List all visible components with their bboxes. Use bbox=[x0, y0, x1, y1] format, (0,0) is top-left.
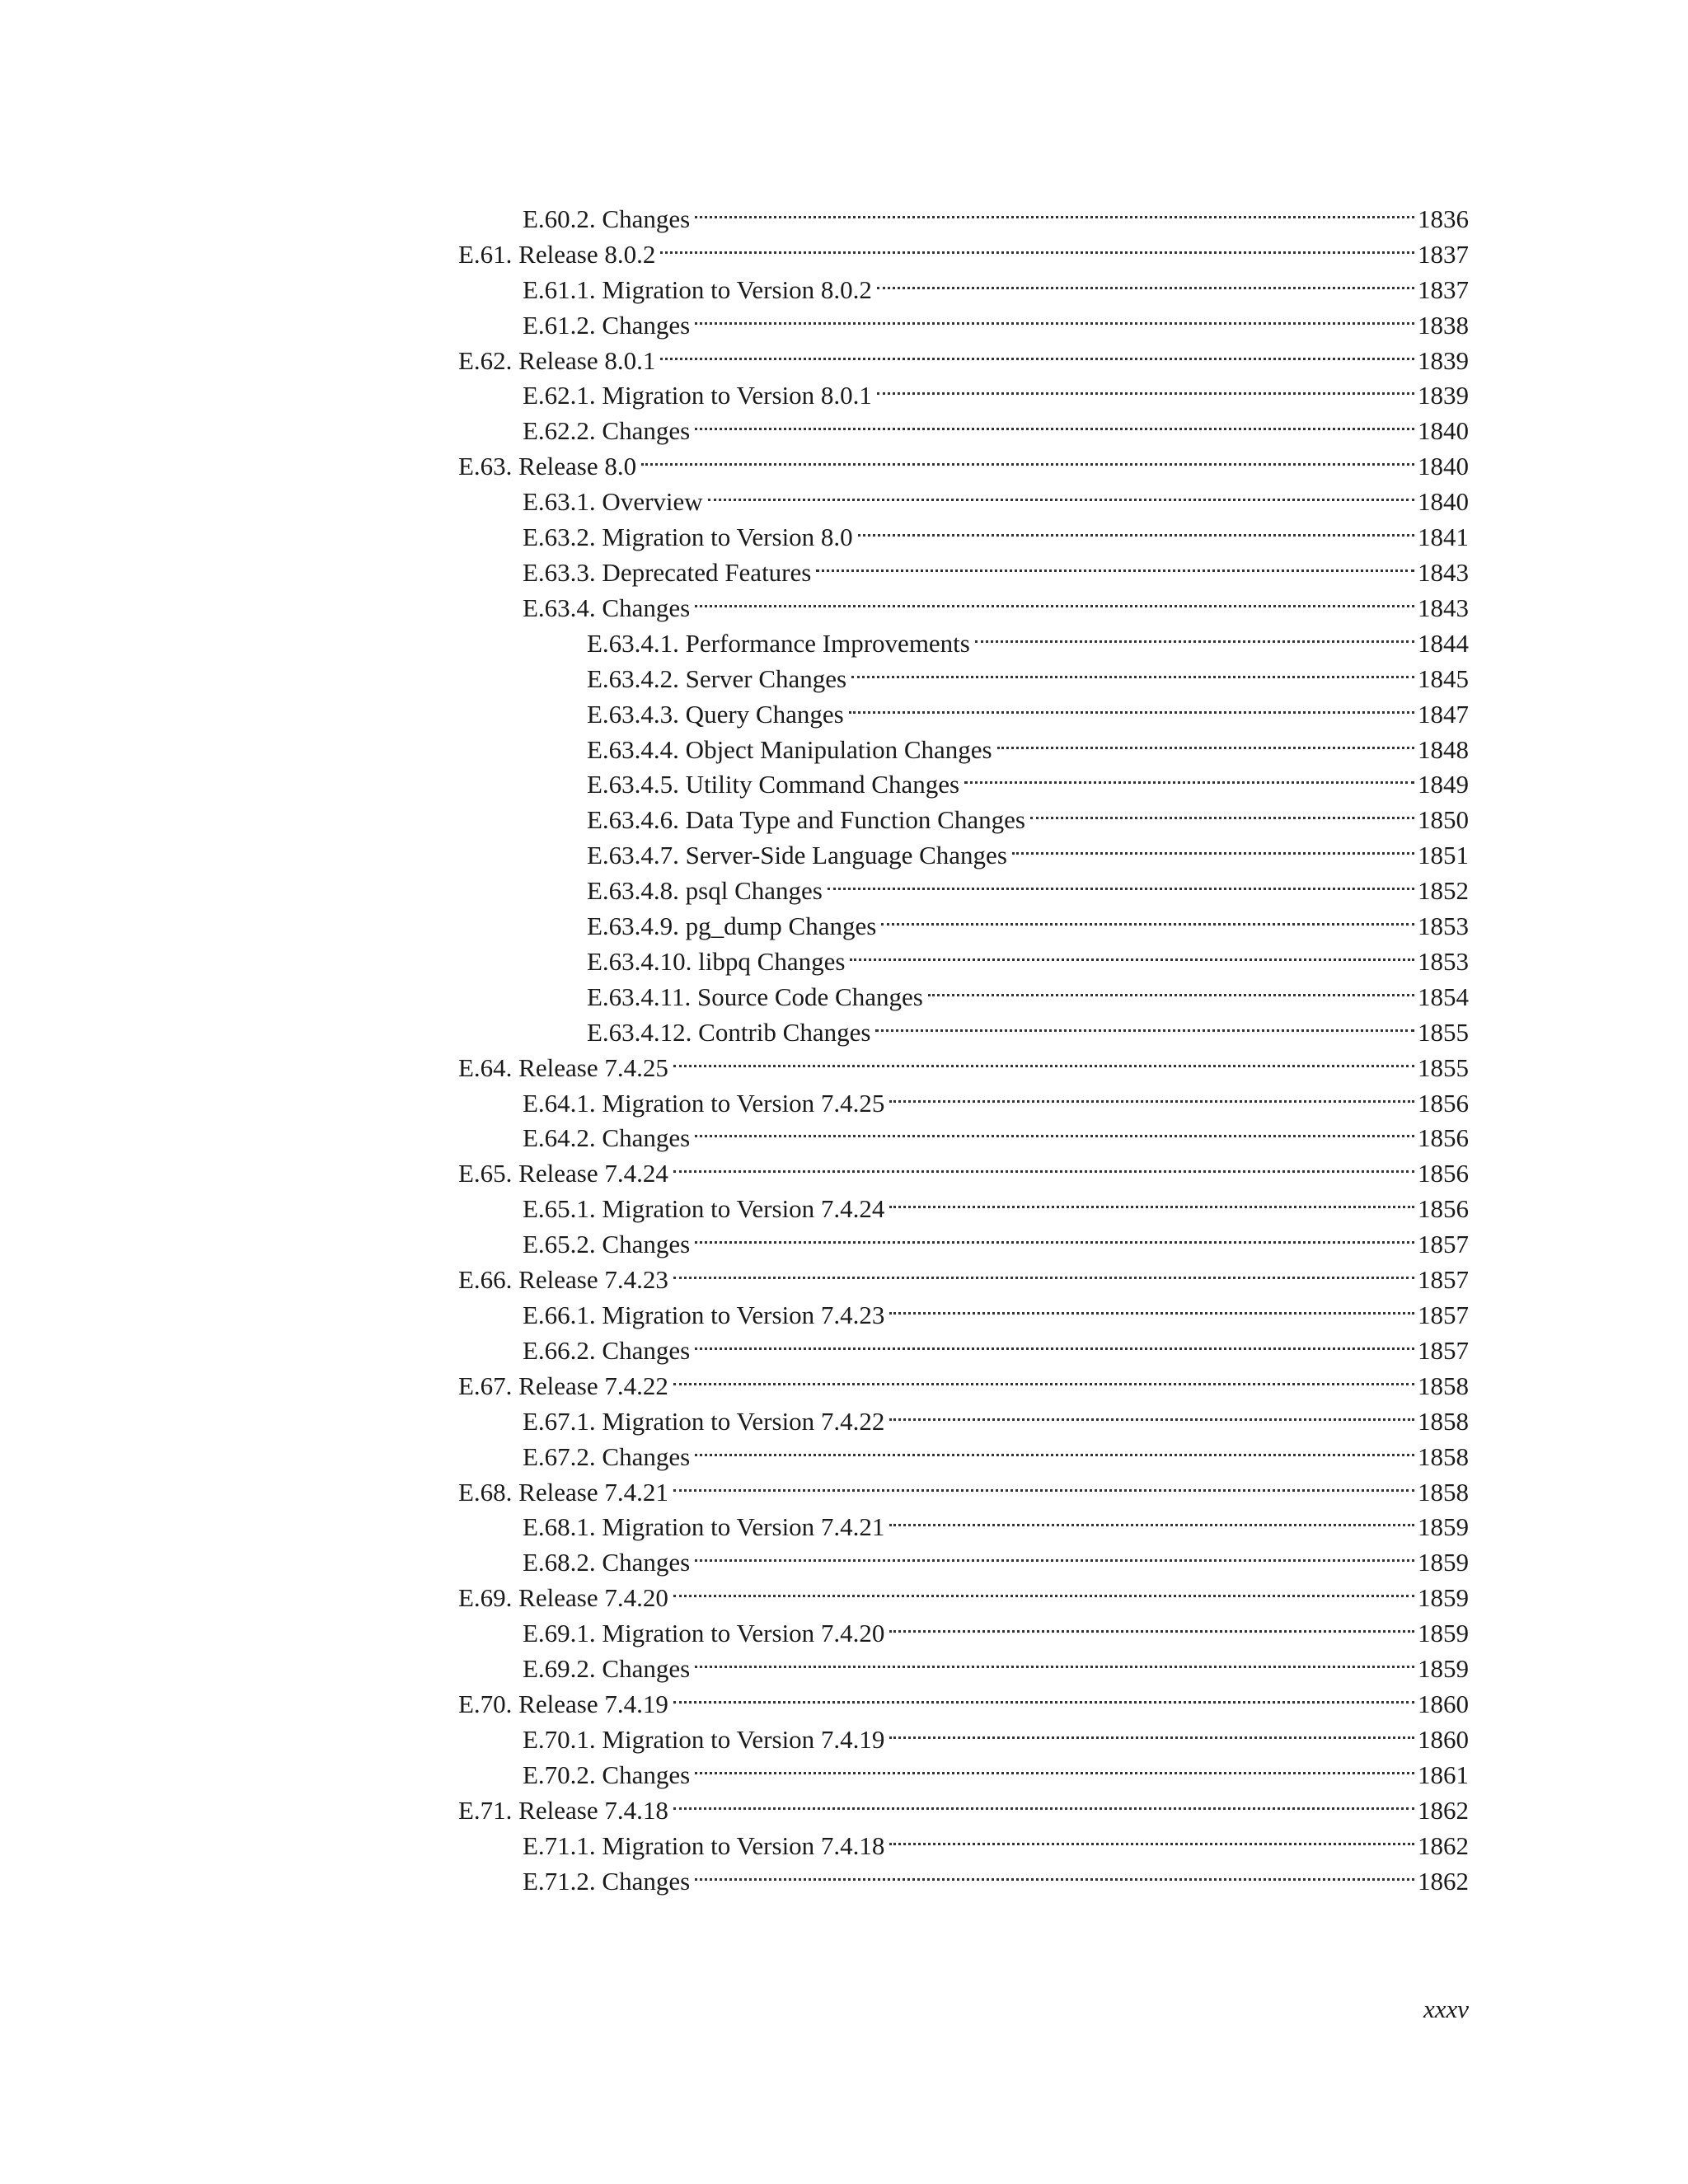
toc-entry-title[interactable]: E.66.1. Migration to Version 7.4.23 bbox=[523, 1301, 885, 1329]
dot-leader bbox=[695, 1430, 1416, 1465]
dot-leader bbox=[695, 1854, 1416, 1890]
toc-entry-title[interactable]: E.63. Release 8.0 bbox=[458, 452, 637, 481]
toc-entry-page[interactable]: 1853 bbox=[1418, 912, 1469, 941]
toc-entry-page[interactable]: 1841 bbox=[1418, 523, 1469, 552]
toc-entry-title[interactable]: E.64.1. Migration to Version 7.4.25 bbox=[523, 1088, 885, 1118]
dot-leader bbox=[828, 864, 1416, 899]
toc-entry-title[interactable]: E.63.4.7. Server-Side Language Changes bbox=[587, 841, 1007, 870]
toc-entry-page[interactable]: 1858 bbox=[1418, 1371, 1469, 1400]
toc-entry-title[interactable]: E.63.4.9. pg_dump Changes bbox=[587, 912, 877, 941]
toc-entry-title[interactable]: E.63.4.10. libpq Changes bbox=[587, 946, 846, 976]
toc-entry-page[interactable]: 1853 bbox=[1418, 946, 1469, 976]
toc-entry-title[interactable]: E.68.1. Migration to Version 7.4.21 bbox=[523, 1512, 885, 1542]
dot-leader bbox=[858, 510, 1416, 546]
toc-entry-title[interactable]: E.71.2. Changes bbox=[523, 1866, 691, 1896]
dot-leader bbox=[673, 1253, 1416, 1288]
dot-leader bbox=[964, 758, 1416, 794]
toc-entry-page[interactable]: 1856 bbox=[1418, 1194, 1469, 1224]
dot-leader bbox=[889, 1819, 1416, 1854]
dot-leader bbox=[851, 652, 1416, 687]
toc-entry-title[interactable]: E.66. Release 7.4.23 bbox=[458, 1265, 668, 1295]
table-of-contents bbox=[458, 192, 1469, 1896]
toc-entry-page[interactable]: 1858 bbox=[1418, 1441, 1469, 1471]
dot-leader bbox=[708, 475, 1416, 510]
toc-entry-title[interactable]: E.69.2. Changes bbox=[523, 1654, 691, 1684]
toc-entry-page[interactable]: 1850 bbox=[1418, 805, 1469, 835]
toc-entry-page[interactable]: 1855 bbox=[1418, 1017, 1469, 1047]
toc-entry-title[interactable]: E.64.2. Changes bbox=[523, 1123, 691, 1153]
dot-leader bbox=[673, 1677, 1416, 1713]
dot-leader bbox=[695, 192, 1416, 227]
dot-leader bbox=[889, 1076, 1416, 1112]
toc-entry-title[interactable]: E.63.4.3. Query Changes bbox=[587, 699, 844, 729]
toc-entry-title[interactable]: E.69. Release 7.4.20 bbox=[458, 1583, 668, 1613]
toc-entry-title[interactable]: E.63.4.5. Utility Command Changes bbox=[587, 770, 960, 799]
toc-entry-page[interactable]: 1848 bbox=[1418, 734, 1469, 764]
toc-entry-title[interactable]: E.71. Release 7.4.18 bbox=[458, 1795, 668, 1825]
toc-entry-page[interactable]: 1845 bbox=[1418, 663, 1469, 693]
toc-entry-title[interactable]: E.61.1. Migration to Version 8.0.2 bbox=[523, 274, 872, 304]
toc-entry-page[interactable]: 1839 bbox=[1418, 345, 1469, 375]
dot-leader bbox=[673, 1783, 1416, 1819]
dot-leader bbox=[997, 723, 1416, 758]
toc-entry-title[interactable]: E.63.2. Migration to Version 8.0 bbox=[523, 523, 853, 552]
dot-leader bbox=[673, 1146, 1416, 1182]
toc-entry-page[interactable]: 1856 bbox=[1418, 1159, 1469, 1188]
toc-entry-title[interactable]: E.64. Release 7.4.25 bbox=[458, 1052, 668, 1082]
dot-leader bbox=[673, 1041, 1416, 1076]
toc-entry-title[interactable]: E.63.3. Deprecated Features bbox=[523, 557, 812, 587]
toc-entry-title[interactable]: E.62. Release 8.0.1 bbox=[458, 345, 656, 375]
toc-entry-page[interactable]: 1858 bbox=[1418, 1477, 1469, 1507]
page-number: xxxv bbox=[1423, 1994, 1469, 2023]
toc-entry-title[interactable]: E.63.4.1. Performance Improvements bbox=[587, 628, 970, 658]
toc-entry-page[interactable]: 1843 bbox=[1418, 557, 1469, 587]
dot-leader bbox=[816, 546, 1416, 581]
toc-entry-title[interactable]: E.69.1. Migration to Version 7.4.20 bbox=[523, 1619, 885, 1648]
dot-leader bbox=[695, 1535, 1416, 1571]
dot-leader bbox=[641, 439, 1416, 475]
toc-entry-title[interactable]: E.61.2. Changes bbox=[523, 310, 691, 340]
toc-entry-page[interactable]: 1843 bbox=[1418, 593, 1469, 622]
toc-entry-page[interactable]: 1856 bbox=[1418, 1088, 1469, 1118]
dot-leader bbox=[695, 1217, 1416, 1253]
toc-entry-title[interactable]: E.63.4.6. Data Type and Function Changes bbox=[587, 805, 1025, 835]
dot-leader bbox=[889, 1713, 1416, 1748]
toc-entry-title[interactable]: E.63.4.4. Object Manipulation Changes bbox=[587, 734, 992, 764]
toc-entry-title[interactable]: E.62.1. Migration to Version 8.0.1 bbox=[523, 381, 872, 410]
toc-entry-page[interactable]: 1847 bbox=[1418, 699, 1469, 729]
dot-leader bbox=[875, 1005, 1416, 1041]
toc-entry-title[interactable]: E.63.4.2. Server Changes bbox=[587, 663, 847, 693]
toc-entry-title[interactable]: E.63.1. Overview bbox=[523, 487, 703, 517]
toc-entry-title[interactable]: E.63.4.8. psql Changes bbox=[587, 876, 823, 906]
dot-leader bbox=[928, 970, 1416, 1005]
toc-entry-page[interactable]: 1852 bbox=[1418, 876, 1469, 906]
toc-entry-title[interactable]: E.67. Release 7.4.22 bbox=[458, 1371, 668, 1400]
toc-entry-page[interactable]: 1858 bbox=[1418, 1406, 1469, 1436]
dot-leader bbox=[877, 263, 1416, 298]
toc-entry-page[interactable]: 1840 bbox=[1418, 487, 1469, 517]
dot-leader bbox=[881, 899, 1416, 935]
toc-entry-title[interactable]: E.67.1. Migration to Version 7.4.22 bbox=[523, 1406, 885, 1436]
toc-entry-title[interactable]: E.68.2. Changes bbox=[523, 1548, 691, 1577]
toc-entry-title[interactable]: E.62.2. Changes bbox=[523, 416, 691, 446]
toc-entry-title[interactable]: E.70.2. Changes bbox=[523, 1760, 691, 1789]
toc-entry-page[interactable]: 1859 bbox=[1418, 1512, 1469, 1542]
toc-entry-page[interactable]: 1859 bbox=[1418, 1619, 1469, 1648]
toc-entry-title[interactable]: E.66.2. Changes bbox=[523, 1335, 691, 1365]
toc-entry-page[interactable]: 1855 bbox=[1418, 1052, 1469, 1082]
dot-leader bbox=[889, 1606, 1416, 1642]
toc-entry-page[interactable]: 1851 bbox=[1418, 841, 1469, 870]
toc-entry-title[interactable]: E.70.1. Migration to Version 7.4.19 bbox=[523, 1724, 885, 1754]
toc-entry-title[interactable]: E.68. Release 7.4.21 bbox=[458, 1477, 668, 1507]
toc-entry-title[interactable]: E.67.2. Changes bbox=[523, 1441, 691, 1471]
dot-leader bbox=[660, 334, 1416, 369]
toc-entry-title[interactable]: E.60.2. Changes bbox=[523, 204, 691, 233]
toc-entry-page[interactable]: 1840 bbox=[1418, 416, 1469, 446]
toc-entry-page[interactable]: 1860 bbox=[1418, 1724, 1469, 1754]
dot-leader bbox=[889, 1394, 1416, 1430]
dot-leader bbox=[1030, 793, 1416, 828]
toc-entry-page[interactable]: 1857 bbox=[1418, 1301, 1469, 1329]
toc-entry-page[interactable]: 1854 bbox=[1418, 982, 1469, 1011]
toc-entry-title[interactable]: E.65. Release 7.4.24 bbox=[458, 1159, 668, 1188]
toc-entry-page[interactable]: 1860 bbox=[1418, 1689, 1469, 1718]
toc-entry-page[interactable]: 1856 bbox=[1418, 1123, 1469, 1153]
dot-leader bbox=[889, 1501, 1416, 1536]
toc-entry-page[interactable]: 1861 bbox=[1418, 1760, 1469, 1789]
dot-leader bbox=[695, 1642, 1416, 1677]
dot-leader bbox=[695, 298, 1416, 334]
toc-entry-page[interactable]: 1844 bbox=[1418, 628, 1469, 658]
dot-leader bbox=[673, 1359, 1416, 1394]
dot-leader bbox=[673, 1571, 1416, 1606]
dot-leader bbox=[695, 581, 1416, 616]
toc-entry-page[interactable]: 1840 bbox=[1418, 452, 1469, 481]
toc-entry-page[interactable]: 1859 bbox=[1418, 1548, 1469, 1577]
toc-entry-title[interactable]: E.65.1. Migration to Version 7.4.24 bbox=[523, 1194, 885, 1224]
dot-leader bbox=[850, 935, 1416, 970]
toc-entry-page[interactable]: 1837 bbox=[1418, 239, 1469, 269]
toc-entry-page[interactable]: 1857 bbox=[1418, 1265, 1469, 1295]
toc-entry-title[interactable]: E.63.4.12. Contrib Changes bbox=[587, 1017, 871, 1047]
dot-leader bbox=[889, 1182, 1416, 1217]
dot-leader bbox=[695, 1748, 1416, 1783]
toc-entry-title[interactable]: E.71.1. Migration to Version 7.4.18 bbox=[523, 1830, 885, 1860]
toc-entry[interactable] bbox=[458, 192, 1469, 233]
dot-leader bbox=[695, 1324, 1416, 1359]
toc-entry-page[interactable]: 1849 bbox=[1418, 770, 1469, 799]
toc-entry-page[interactable]: 1862 bbox=[1418, 1830, 1469, 1860]
toc-entry-title[interactable]: E.63.4.11. Source Code Changes bbox=[587, 982, 923, 1011]
dot-leader bbox=[695, 404, 1416, 439]
dot-leader bbox=[1012, 828, 1416, 864]
toc-entry-page[interactable]: 1839 bbox=[1418, 381, 1469, 410]
toc-entry-title[interactable]: E.63.4. Changes bbox=[523, 593, 691, 622]
dot-leader bbox=[660, 227, 1416, 263]
toc-entry-title[interactable]: E.70. Release 7.4.19 bbox=[458, 1689, 668, 1718]
toc-entry-page[interactable]: 1837 bbox=[1418, 274, 1469, 304]
toc-entry-title[interactable]: E.61. Release 8.0.2 bbox=[458, 239, 656, 269]
toc-entry-page[interactable]: 1838 bbox=[1418, 310, 1469, 340]
dot-leader bbox=[889, 1288, 1416, 1324]
toc-entry-page[interactable]: 1862 bbox=[1418, 1795, 1469, 1825]
dot-leader bbox=[877, 369, 1416, 405]
dot-leader bbox=[695, 1112, 1416, 1147]
dot-leader bbox=[673, 1465, 1416, 1501]
toc-entry-page[interactable]: 1862 bbox=[1418, 1866, 1469, 1896]
toc-entry-page[interactable]: 1859 bbox=[1418, 1654, 1469, 1684]
dot-leader bbox=[975, 616, 1416, 652]
toc-entry-page[interactable]: 1836 bbox=[1418, 204, 1469, 233]
toc-entry-title[interactable]: E.65.2. Changes bbox=[523, 1230, 691, 1259]
dot-leader bbox=[849, 687, 1416, 723]
toc-entry-page[interactable]: 1859 bbox=[1418, 1583, 1469, 1613]
toc-entry-page[interactable]: 1857 bbox=[1418, 1230, 1469, 1259]
toc-entry-page[interactable]: 1857 bbox=[1418, 1335, 1469, 1365]
